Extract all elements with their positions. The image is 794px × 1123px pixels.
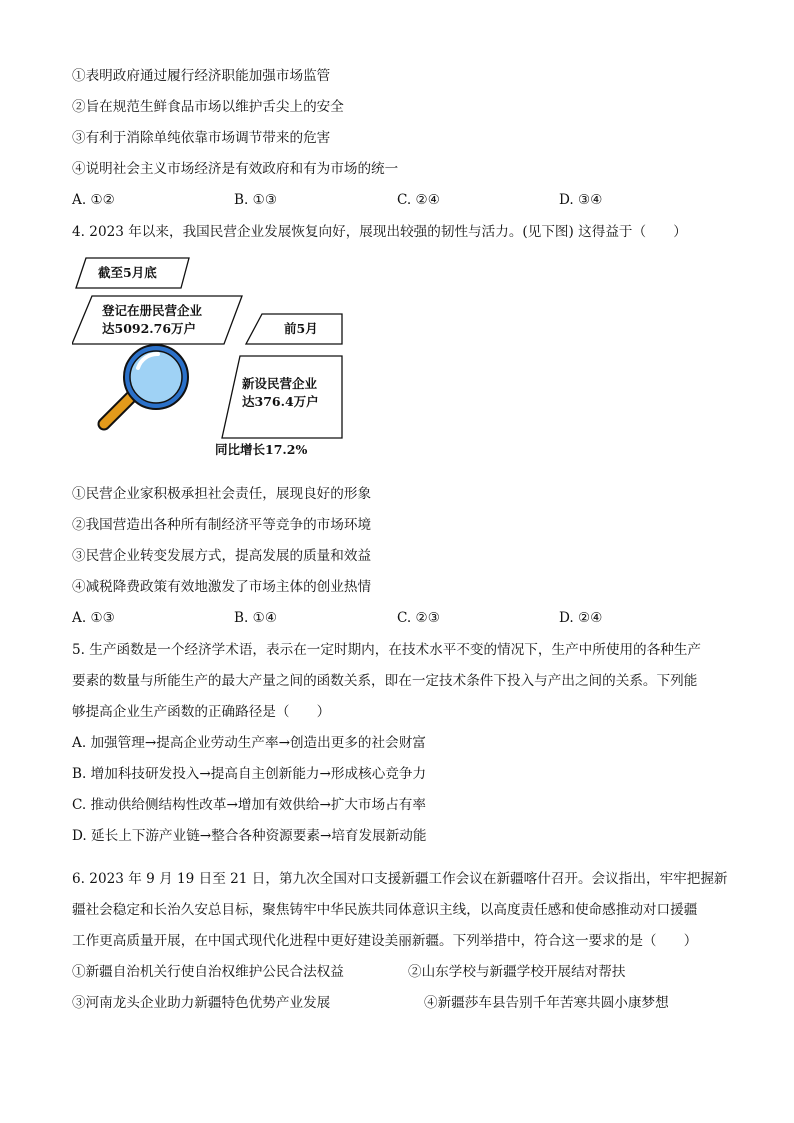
q3-options xyxy=(72,190,732,210)
registered-line-1: 登记在册民营企业 xyxy=(102,303,203,318)
q4-option-c[interactable]: C. ②③ xyxy=(397,610,440,626)
growth-label: 同比增长17.2% xyxy=(215,442,308,457)
q5-option-b[interactable]: B. 增加科技研发投入→提高自主创新能力→形成核心竞争力 xyxy=(72,766,427,782)
tag-2-label: 前5月 xyxy=(284,321,318,336)
q6-statement-2: ②山东学校与新疆学校开展结对帮扶 xyxy=(408,964,626,980)
q3-statement-4: ④说明社会主义市场经济是有效政府和有为市场的统一 xyxy=(72,161,399,177)
figure-shapes xyxy=(72,256,352,461)
q4-options xyxy=(72,608,732,628)
q6-statements-row-1 xyxy=(72,962,732,982)
q4-option-a[interactable]: A. ①③ xyxy=(72,610,115,626)
q4-statement-4: ④减税降费政策有效地激发了市场主体的创业热情 xyxy=(72,579,372,595)
q3-option-b[interactable]: B. ①③ xyxy=(234,192,278,208)
q3-statement-3: ③有利于消除单纯依靠市场调节带来的危害 xyxy=(72,130,331,146)
tag-1-label: 截至5月底 xyxy=(98,265,157,280)
q6-stem-line-1: 6. 2023 年 9 月 19 日至 21 日，第九次全国对口支援新疆工作会议在新疆喀什召开。会议指出，牢牢把握新 xyxy=(72,871,728,887)
q5-option-c[interactable]: C. 推动供给侧结构性改革→增加有效供给→扩大市场占有率 xyxy=(72,797,426,813)
q4-figure xyxy=(72,256,352,461)
q3-statement-1: ①表明政府通过履行经济职能加强市场监管 xyxy=(72,68,331,84)
q4-option-b[interactable]: B. ①④ xyxy=(234,610,278,626)
q4-statement-2: ②我国营造出各种所有制经济平等竞争的市场环境 xyxy=(72,517,372,533)
q6-statement-3: ③河南龙头企业助力新疆特色优势产业发展 xyxy=(72,995,331,1011)
q6-stem-line-2: 疆社会稳定和长治久安总目标，聚焦铸牢中华民族共同体意识主线，以高度责任感和使命感推动对口援疆 xyxy=(72,902,698,918)
q6-stem-line-3: 工作更高质量开展，在中国式现代化进程中更好建设美丽新疆。下列举措中，符合这一要求的是（ ） xyxy=(72,933,698,949)
q3-option-c[interactable]: C. ②④ xyxy=(397,192,440,208)
new-enterprise-line-1: 新设民营企业 xyxy=(242,376,318,391)
q5-stem-line-3: 够提高企业生产函数的正确路径是（ ） xyxy=(72,704,331,720)
q6-statement-4: ④新疆莎车县告别千年苦寒共圆小康梦想 xyxy=(424,995,669,1011)
q3-option-a[interactable]: A. ①② xyxy=(72,192,115,208)
q5-option-a[interactable]: A. 加强管理→提高企业劳动生产率→创造出更多的社会财富 xyxy=(72,735,426,751)
q5-stem-line-2: 要素的数量与所能生产的最大产量之间的函数关系，即在一定技术条件下投入与产出之间的关系。下列能 xyxy=(72,673,698,689)
q4-stem: 4. 2023 年以来，我国民营企业发展恢复向好，展现出较强的韧性与活力。(见下图) 这得益于（ ） xyxy=(72,224,687,240)
q4-statement-3: ③民营企业转变发展方式，提高发展的质量和效益 xyxy=(72,548,372,564)
q3-option-d[interactable]: D. ③④ xyxy=(559,192,603,208)
q3-statement-2: ②旨在规范生鲜食品市场以维护舌尖上的安全 xyxy=(72,99,344,115)
q6-statement-1: ①新疆自治机关行使自治权维护公民合法权益 xyxy=(72,964,344,980)
q4-option-d[interactable]: D. ②④ xyxy=(559,610,603,626)
new-enterprise-line-2: 达376.4万户 xyxy=(242,394,319,409)
q6-statements-row-2 xyxy=(72,993,732,1013)
registered-line-2: 达5092.76万户 xyxy=(102,321,197,336)
magnifier-icon xyxy=(104,345,188,424)
q4-statement-1: ①民营企业家积极承担社会责任，展现良好的形象 xyxy=(72,486,372,502)
q5-stem-line-1: 5. 生产函数是一个经济学术语，表示在一定时期内，在技术水平不变的情况下，生产中所使用的各种生产 xyxy=(72,642,702,658)
q5-option-d[interactable]: D. 延长上下游产业链→整合各种资源要素→培育发展新动能 xyxy=(72,828,427,844)
